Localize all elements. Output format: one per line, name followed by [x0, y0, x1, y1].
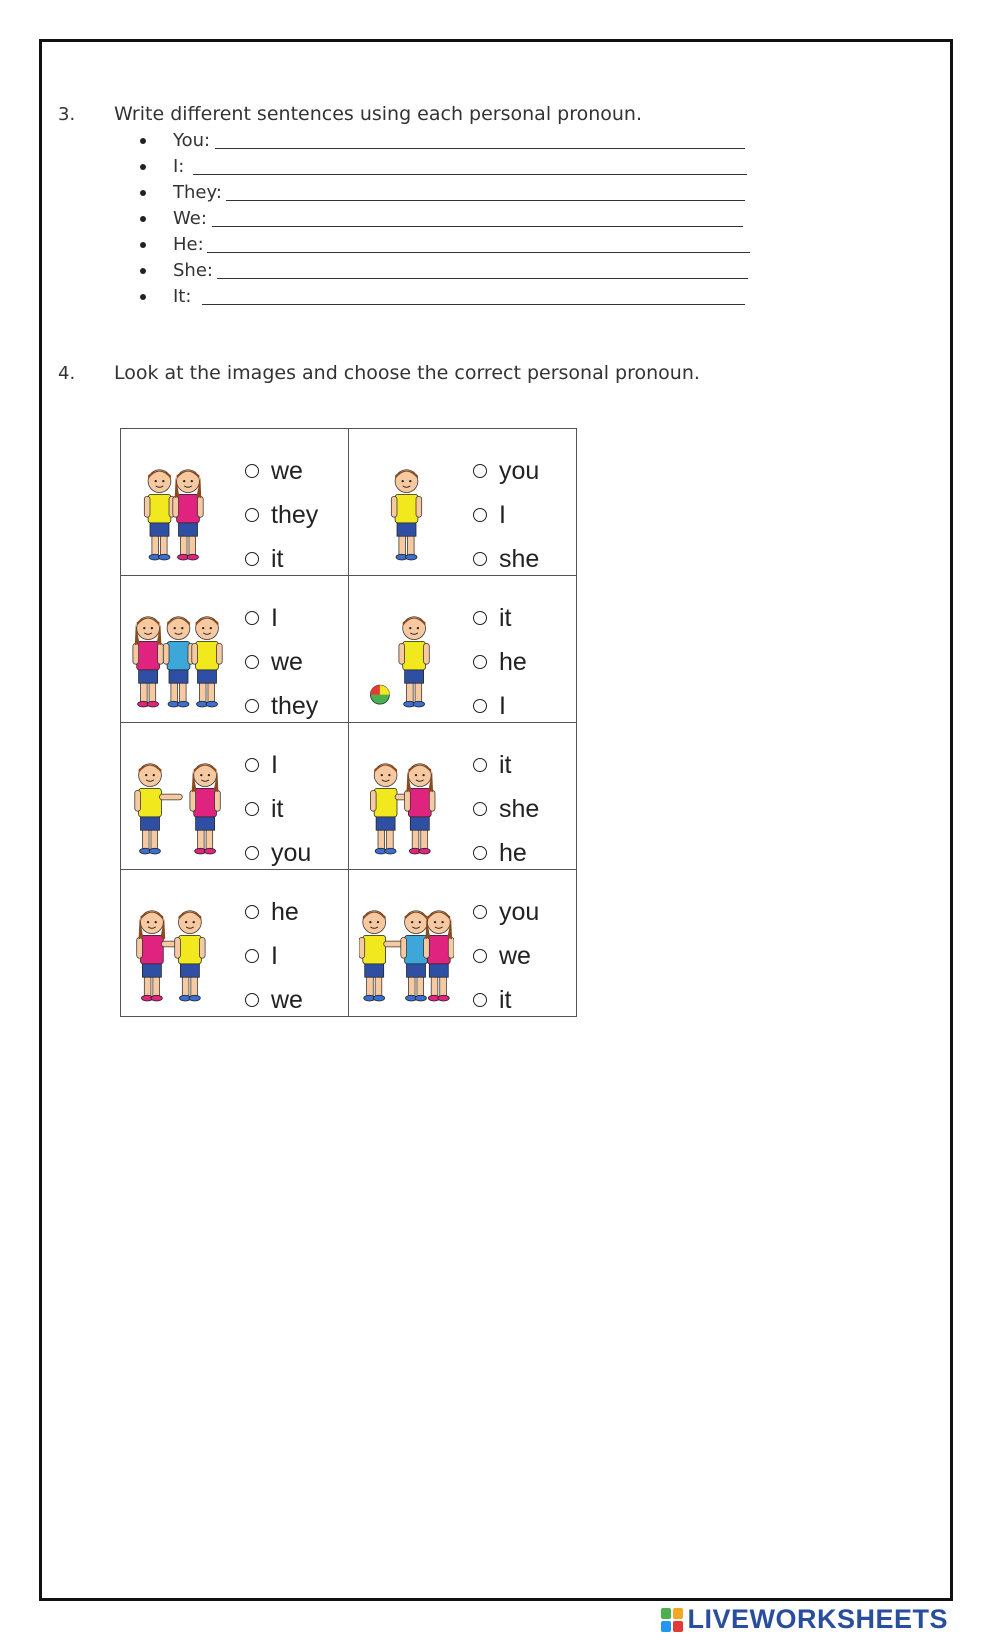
radio-button[interactable]: [245, 949, 259, 963]
boy-with-ball-illustration: [359, 604, 454, 714]
choice-cell: [121, 723, 349, 870]
liveworksheets-logo: [661, 1604, 948, 1635]
pronoun-label: We:: [173, 208, 207, 229]
bullet: [140, 268, 146, 274]
pronoun-option[interactable]: [473, 449, 539, 493]
choice-cell: [349, 870, 577, 1017]
choice-cell: [121, 429, 349, 576]
option-label: it: [499, 750, 512, 779]
radio-button[interactable]: [245, 802, 259, 816]
option-label: they: [271, 500, 319, 529]
radio-button[interactable]: [245, 699, 259, 713]
pronoun-option[interactable]: [473, 596, 527, 640]
radio-button[interactable]: [473, 802, 487, 816]
boy-pointing-at-himself-illustration: [359, 457, 454, 567]
question-3-instruction: Write different sentences using each personal pronoun.: [114, 103, 643, 125]
pronoun-label: You:: [173, 130, 211, 151]
bullet: [140, 138, 146, 144]
pronoun-option[interactable]: [473, 493, 539, 537]
option-label: she: [499, 794, 540, 823]
radio-button[interactable]: [473, 905, 487, 919]
option-label: we: [271, 456, 303, 485]
radio-button[interactable]: [245, 655, 259, 669]
bullet: [140, 216, 146, 222]
radio-button[interactable]: [473, 464, 487, 478]
pronoun-label: It:: [173, 286, 192, 307]
pronoun-option[interactable]: [245, 787, 311, 831]
option-label: he: [271, 897, 299, 926]
pronoun-options: [245, 890, 303, 1022]
pronoun-option[interactable]: [245, 596, 318, 640]
pronoun-option[interactable]: [473, 743, 539, 787]
choice-cell: [121, 870, 349, 1017]
radio-button[interactable]: [473, 758, 487, 772]
pronoun-option[interactable]: [473, 684, 527, 728]
pronoun-option[interactable]: [473, 890, 539, 934]
girl-pointing-at-boy-illustration: [131, 898, 226, 1008]
option-label: he: [499, 838, 527, 867]
logo-icon: [661, 1608, 683, 1632]
option-label: he: [499, 647, 527, 676]
choice-cell: [349, 429, 577, 576]
boy-pointing-at-two-children-illustration: [359, 898, 454, 1008]
option-label: I: [499, 691, 506, 720]
option-label: it: [271, 794, 284, 823]
pronoun-options: [473, 890, 539, 1022]
pronoun-option[interactable]: [245, 831, 311, 875]
pronoun-label: I:: [173, 156, 185, 177]
answer-line[interactable]: [215, 148, 745, 149]
boy-and-girl-pointing-at-themselves-illustration: [131, 457, 226, 567]
boy-and-girl-pointing-at-each-other-illustration: [359, 751, 454, 861]
question-4-instruction: Look at the images and choose the correct personal pronoun.: [114, 362, 700, 384]
pronoun-label: They:: [173, 182, 222, 203]
answer-line[interactable]: [207, 252, 750, 253]
answer-line[interactable]: [193, 174, 747, 175]
pronoun-option[interactable]: [473, 831, 539, 875]
option-label: you: [271, 838, 312, 867]
pronoun-option[interactable]: [245, 640, 318, 684]
pronoun-option[interactable]: [473, 640, 527, 684]
radio-button[interactable]: [245, 508, 259, 522]
option-label: they: [271, 691, 319, 720]
pronoun-choice-grid: [120, 428, 577, 1017]
grid-row: [121, 429, 577, 576]
radio-button[interactable]: [245, 758, 259, 772]
choice-cell: [349, 723, 577, 870]
pronoun-option[interactable]: [473, 934, 539, 978]
pronoun-option[interactable]: [245, 684, 318, 728]
pronoun-options: [245, 449, 318, 581]
pronoun-option[interactable]: [245, 537, 318, 581]
radio-button[interactable]: [245, 611, 259, 625]
bullet: [140, 294, 146, 300]
radio-button[interactable]: [245, 846, 259, 860]
option-label: you: [499, 456, 540, 485]
brand-name: LIVEWORKSHEETS: [687, 1604, 948, 1634]
radio-button[interactable]: [245, 552, 259, 566]
option-label: we: [271, 647, 303, 676]
option-label: we: [271, 985, 303, 1014]
radio-button[interactable]: [473, 699, 487, 713]
radio-button[interactable]: [245, 464, 259, 478]
option-label: I: [271, 941, 278, 970]
question-3-number: 3.: [58, 104, 76, 125]
pronoun-option[interactable]: [473, 537, 539, 581]
radio-button[interactable]: [473, 552, 487, 566]
option-label: you: [499, 897, 540, 926]
grid-row: [121, 576, 577, 723]
pronoun-options: [245, 596, 318, 728]
pronoun-option[interactable]: [473, 978, 539, 1022]
answer-line[interactable]: [226, 200, 745, 201]
grid-row: [121, 723, 577, 870]
grid-row: [121, 870, 577, 1017]
pronoun-option[interactable]: [245, 449, 318, 493]
radio-button[interactable]: [473, 611, 487, 625]
choice-cell: [349, 576, 577, 723]
pronoun-option[interactable]: [245, 934, 303, 978]
answer-line[interactable]: [217, 278, 748, 279]
radio-button[interactable]: [473, 846, 487, 860]
option-label: I: [271, 750, 278, 779]
bullet: [140, 164, 146, 170]
pronoun-option[interactable]: [473, 787, 539, 831]
radio-button[interactable]: [473, 655, 487, 669]
bullet: [140, 242, 146, 248]
pronoun-options: [473, 449, 539, 581]
option-label: she: [499, 544, 540, 573]
pronoun-option[interactable]: [245, 890, 303, 934]
pronoun-options: [473, 743, 539, 875]
option-label: it: [499, 985, 512, 1014]
radio-button[interactable]: [245, 993, 259, 1007]
option-label: we: [499, 941, 531, 970]
three-children-illustration: [131, 604, 226, 714]
option-label: it: [271, 544, 284, 573]
option-label: I: [271, 603, 278, 632]
choice-cell: [121, 576, 349, 723]
radio-button[interactable]: [473, 993, 487, 1007]
pronoun-option[interactable]: [245, 978, 303, 1022]
boy-pointing-at-girl-illustration: [131, 751, 226, 861]
radio-button[interactable]: [473, 949, 487, 963]
bullet: [140, 190, 146, 196]
radio-button[interactable]: [245, 905, 259, 919]
answer-line[interactable]: [202, 304, 745, 305]
option-label: it: [499, 603, 512, 632]
option-label: I: [499, 500, 506, 529]
question-4-number: 4.: [58, 363, 76, 384]
pronoun-option[interactable]: [245, 493, 318, 537]
pronoun-options: [473, 596, 527, 728]
radio-button[interactable]: [473, 508, 487, 522]
answer-line[interactable]: [212, 226, 743, 227]
pronoun-label: He:: [173, 234, 204, 255]
pronoun-options: [245, 743, 311, 875]
pronoun-option[interactable]: [245, 743, 311, 787]
pronoun-label: She:: [173, 260, 213, 281]
